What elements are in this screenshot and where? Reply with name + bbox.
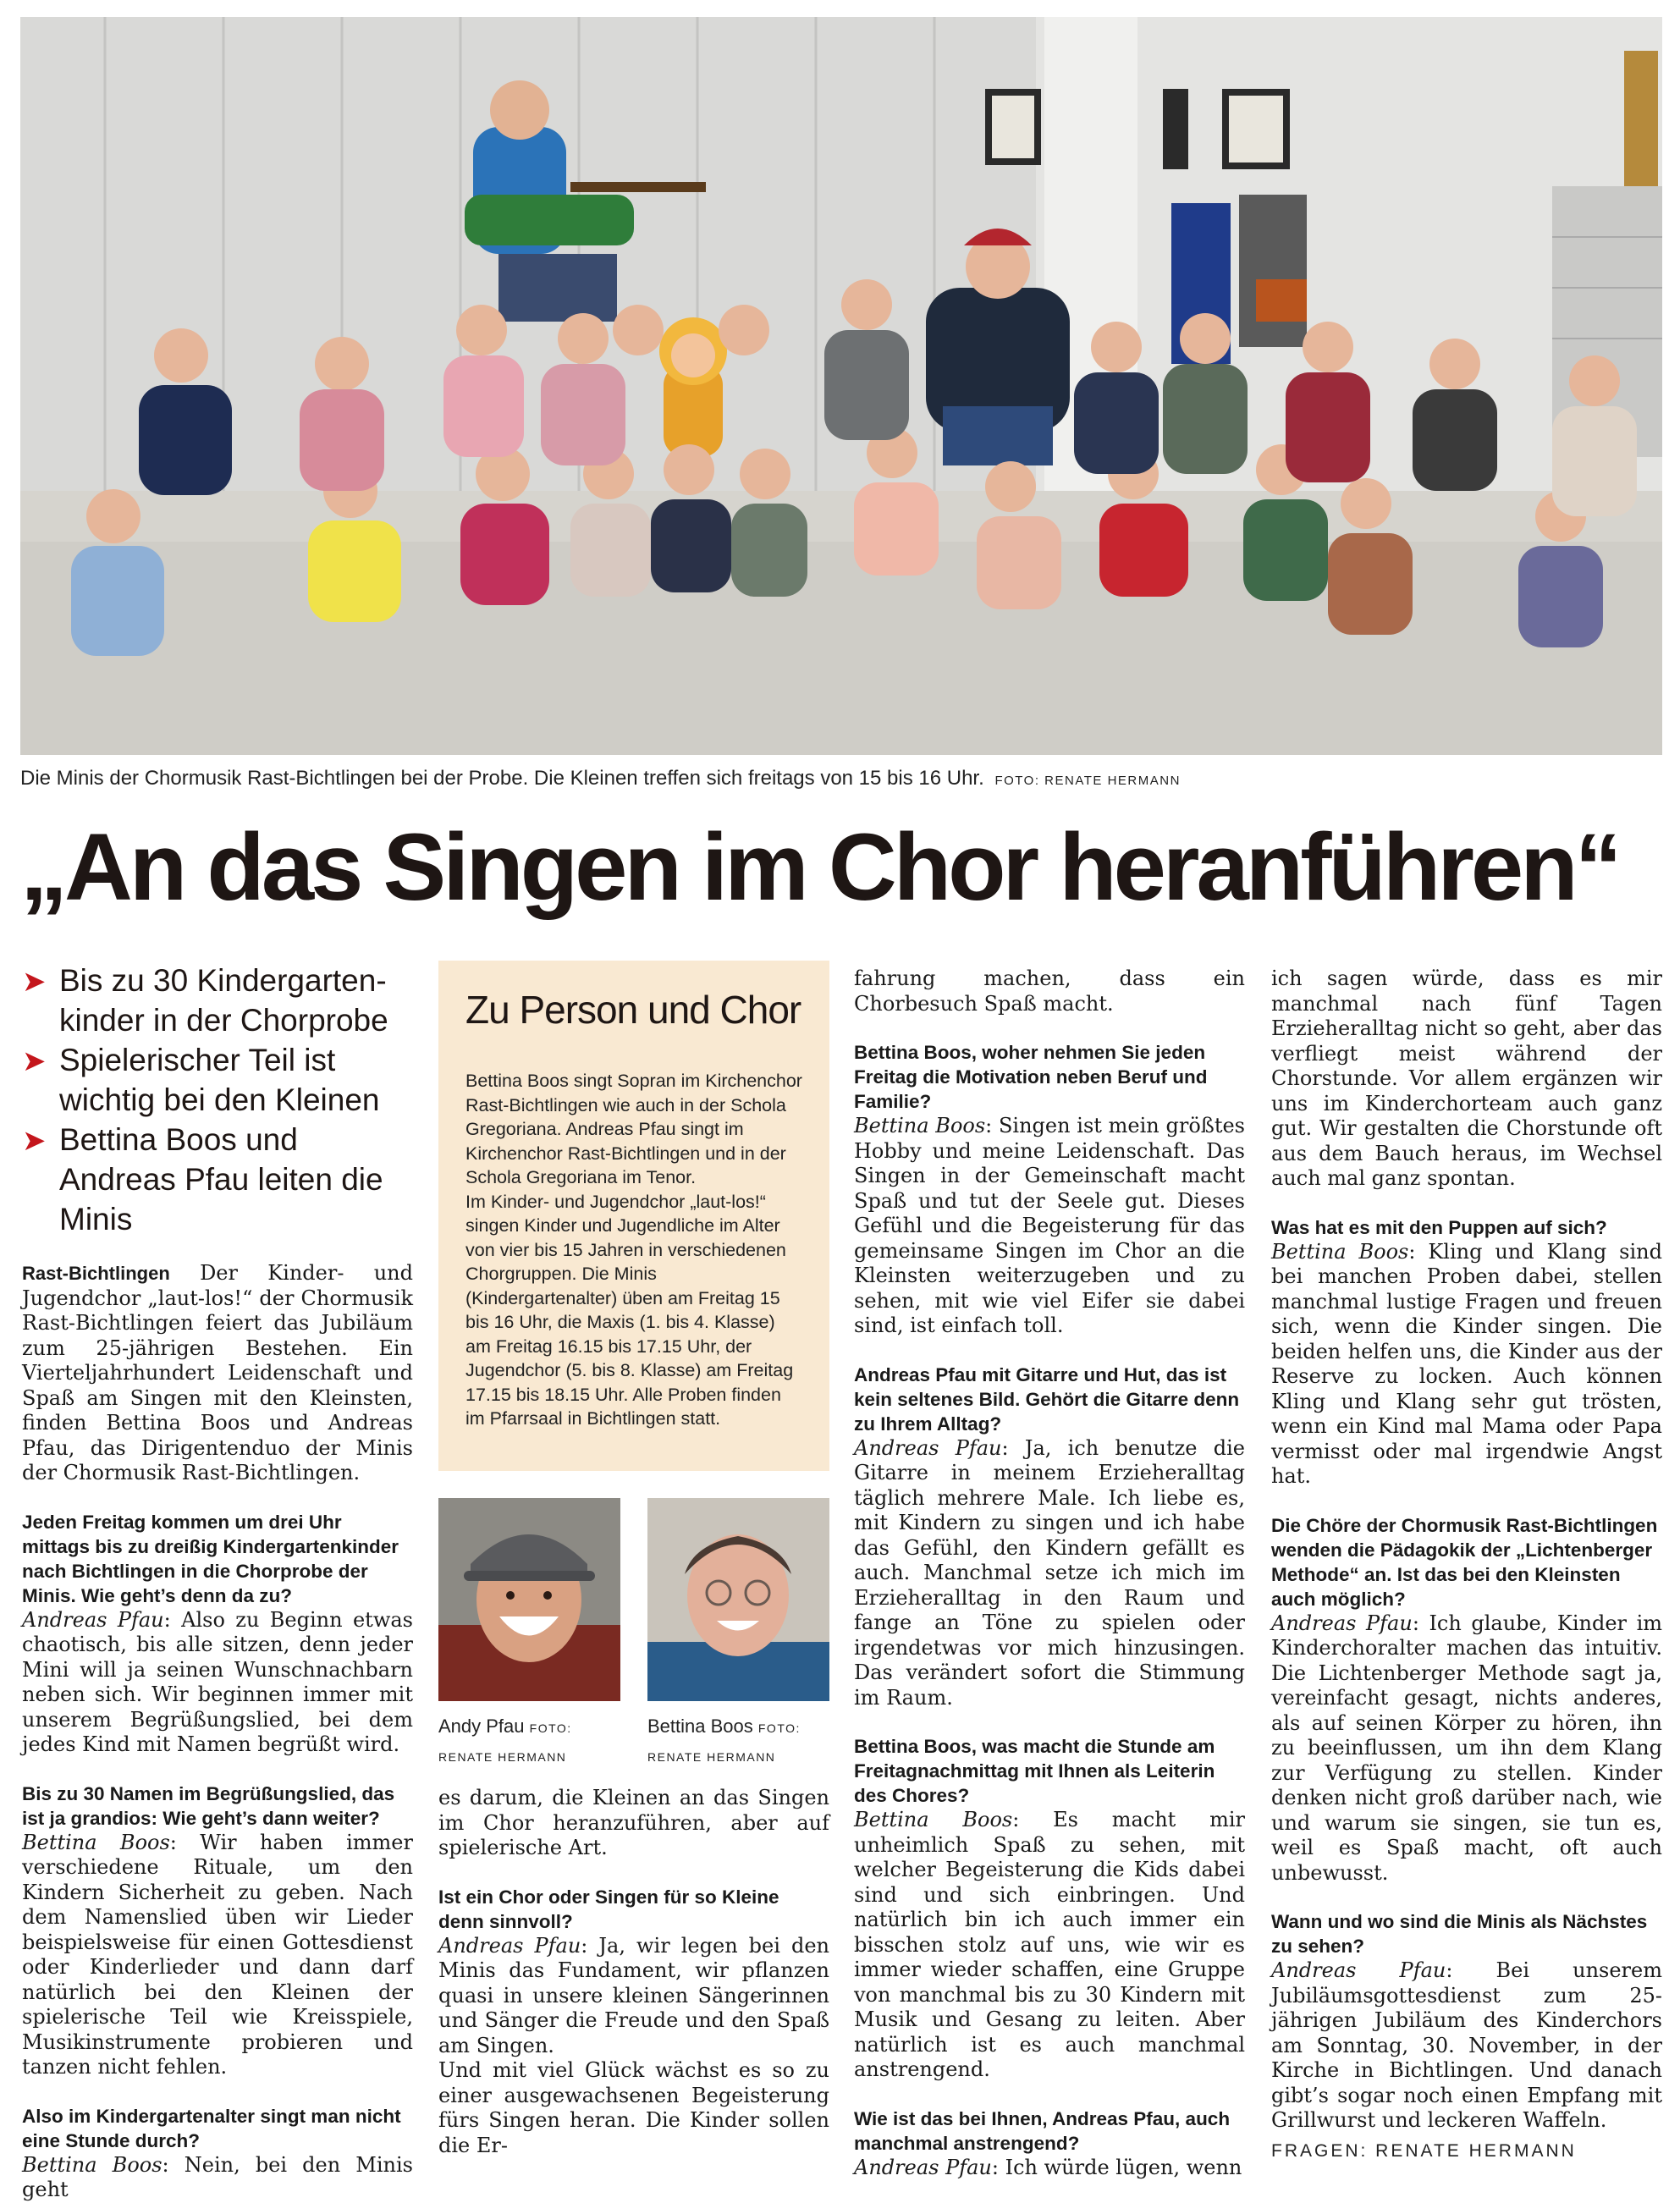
bullet-text: Spielerischer Teil ist wichtig bei den Kleinen — [59, 1043, 380, 1117]
photo-credit-label: FOTO: — [529, 1721, 572, 1735]
choir-photo-illustration — [20, 17, 1662, 755]
photo-credit: FOTO: RENATE HERMANN — [994, 774, 1181, 788]
bullet-text: Bettina Boos und Andreas Pfau leiten die Minis — [59, 1122, 383, 1236]
column-3 — [854, 967, 1245, 2180]
portrait-name: Bettina Boos — [647, 1716, 753, 1737]
info-box-paragraph: Bettina Boos singt Sopran im Kirchenchor Rast-Bichtlingen wie auch in der Schola Gregoriana. Andreas Pfau singt im Kirchenchor Rast-Bichtlingen und in der Schola Gregoriana im Tenor. — [465, 1071, 802, 1187]
photo-credit-name: RENATE HERMANN — [438, 1750, 567, 1764]
column-1 — [22, 961, 413, 2203]
main-photo — [20, 17, 1662, 755]
intro-text: Der Kinder- und Jugendchor „laut-los!“ der Chormusik Rast-Bichtlingen feiert das Jubiläum zum 25-jährigen Bestehen. Ein Vierteljahrhundert Leidenschaft und Spaß am Singen mit den Kleinsten, finden Bettina Boos und Andreas Pfau, das Dirigentenduo der Minis der Chormusik Rast-Bichtlingen. — [22, 1261, 413, 1484]
question: Was hat es mit den Puppen auf sich? — [1271, 1216, 1607, 1238]
bullet-text: Bis zu 30 Kindergarten-kinder in der Chorprobe — [59, 963, 388, 1038]
portrait-andy-pfau — [438, 1498, 620, 1701]
speaker: Bettina Boos — [854, 1114, 986, 1137]
speaker: Andreas Pfau — [854, 1435, 1002, 1460]
qa-block — [854, 1363, 1245, 1711]
qa-block — [438, 1885, 829, 2159]
portrait-name: Andy Pfau — [438, 1716, 525, 1737]
speaker: Andreas Pfau — [438, 1933, 581, 1958]
info-box-text — [465, 1069, 802, 1431]
question: Wann und wo sind die Minis als Nächstes zu sehen? — [1271, 1911, 1648, 1957]
qa-block — [1271, 1215, 1662, 1490]
qa-block — [854, 2107, 1245, 2181]
bullet-item — [22, 961, 413, 1040]
intro-paragraph — [22, 1261, 413, 1486]
photo-caption-text: Die Minis der Chormusik Rast-Bichtlingen bei der Probe. Die Kleinen treffen sich freitags von 15 bis 16 Uhr. — [20, 767, 984, 790]
answer: : Ich glaube, Kinder im Kinderchoralter machen das intuitiv. Die Lichtenberger Methode sagt ja, vereinfacht gesagt, nichts anderes, als auf seinen Körper zu hören, ihn zu beeinflussen, um ihn dem Klang zur Verfügung zu stellen. Kinder denken nicht groß darüber nach, wie und warum sie singen, sie tun es, weil es Spaß macht, oft auch unbewusst. — [1271, 1611, 1663, 1885]
bullet-item — [22, 1040, 413, 1120]
answer-continued: fahrung machen, dass ein Chorbesuch Spaß macht. — [854, 967, 1245, 1016]
answer-continued: ich sagen würde, dass es mir manchmal nach fünf Tagen Erzieheralltag nicht so geht, aber das verfliegt meist während der Chorstunde. Vor allem ergänzen wir uns im Kinderchorteam auch ganz gut. Wir gestalten die Chorstunde oft aus dem Bauch heraus, im Wechsel auch mal ganz spontan. — [1271, 967, 1662, 1190]
questioner-credit: FRAGEN: RENATE HERMANN — [1271, 2141, 1577, 2161]
info-box-paragraph: Im Kinder- und Jugendchor „laut-los!“ singen Kinder und Jugendliche im Alter von vier bis 15 Jahren in verschiedenen Chorgruppen. Die Minis (Kindergartenalter) üben am Freitag 15 bis 16 Uhr, die Maxis (1. bis 4. Klasse) am Freitag 16.15 bis 17.15 Uhr, der Jugendchor (5. bis 8. Klasse) am Freitag 17.15 bis 18.15 Uhr. Alle Proben finden im Pfarrsaal in Bichtlingen statt. — [465, 1191, 794, 1429]
answer: : Wir haben immer verschiedene Rituale, um den Kindern Sicherheit zu geben. Nach dem Namenslied üben wir Lieder beispielsweise für einen Gottesdienst oder Kinderlieder und dann darf natürlich bei den Kleinen der spielerische Teil wie Kreisspiele, Musikinstrumente probieren und tanzen nicht fehlen. — [22, 1830, 413, 2079]
qa-block — [22, 1782, 413, 2080]
question: Die Chöre der Chormusik Rast-Bichtlingen wenden die Pädagokik der „Lichtenberger Methode“ an. Ist das bei den Kleinsten auch möglich? — [1271, 1514, 1658, 1610]
arrow-icon: ➤ — [22, 966, 47, 998]
speaker: Andreas Pfau — [22, 1607, 164, 1632]
question: Wie ist das bei Ihnen, Andreas Pfau, auch manchmal anstrengend? — [854, 2107, 1231, 2154]
question: Bettina Boos, woher nehmen Sie jeden Freitag die Motivation neben Beruf und Familie? — [854, 1042, 1208, 1112]
portrait-caption — [647, 1713, 842, 1771]
column-4 — [1271, 967, 1662, 2157]
info-box-title: Zu Person und Chor — [465, 988, 801, 1032]
answer-continued: es darum, die Kleinen an das Singen im Chor heranzuführen, aber auf spielerische Art. — [438, 1786, 829, 1859]
answer: : Ja, ich benutze die Gitarre in meinem Erzieheralltag täglich mehrere Male. Ich liebe es, mit Kindern zu singen und ich habe das Gefühl, den Kindern gefällt es auch. Manchmal setze ich mich im Erzieheralltag in den Raum und fange an Töne zu spielen oder irgendetwas vor mich hinzusingen. Das verändert sofort die Stimmung im Raum. — [854, 1435, 1245, 1710]
arrow-icon: ➤ — [22, 1125, 47, 1157]
question: Also im Kindergartenalter singt man nicht eine Stunde durch? — [22, 2105, 401, 2151]
speaker: Andreas Pfau — [1271, 1958, 1446, 1982]
question: Andreas Pfau mit Gitarre und Hut, das ist kein seltenes Bild. Gehört die Gitarre denn zu Ihrem Alltag? — [854, 1363, 1240, 1435]
answer: : Es macht mir unheimlich Spaß zu sehen, mit welcher Begeisterung die Kids dabei sind und sich einbringen. Und natürlich bin ich auch immer ein bisschen stolz auf uns, wie wir es immer wieder schaffen, eine Gruppe von manchmal bis zu 30 Kindern mit Musik und Gesang zu leiten. Aber natürlich ist es auch manchmal anstrengend. — [854, 1808, 1245, 2081]
speaker: Andreas Pfau — [1271, 1611, 1413, 1635]
question: Ist ein Chor oder Singen für so Kleine denn sinnvoll? — [438, 1886, 779, 1932]
portrait-bettina-boos — [647, 1498, 829, 1701]
qa-block — [22, 2104, 413, 2203]
speaker: Bettina Boos — [22, 1830, 170, 1854]
photo-credit-label: FOTO: — [757, 1721, 801, 1735]
info-box — [438, 961, 829, 1471]
question: Bettina Boos, was macht die Stunde am Freitagnachmittag mit Ihnen als Leiterin des Chores? — [854, 1736, 1215, 1806]
speaker: Bettina Boos — [854, 1808, 1013, 1831]
answer: : Bei unserem Jubiläumsgottesdienst zum 25-jährigen Jubiläum des Kinderchors am Sonntag, 30. November, in der Kirche in Bichtlingen. Und danach gibt’s sogar noch einen Empfang mit Grillwurst und leckeren Waffeln. — [1271, 1958, 1662, 2132]
speaker: Andreas Pfau — [854, 2155, 992, 2179]
dateline: Rast-Bichtlingen — [22, 1263, 170, 1284]
portrait-image — [438, 1498, 620, 1701]
qa-block — [854, 1040, 1245, 1339]
answer: : Singen ist mein größtes Hobby und meine Leidenschaft. Das Singen in der Gemeinschaft macht Spaß und tut der Seele gut. Dieses Gefühl und die Begeisterung für das gemeinsame Singen im Chor an die Kleinsten weiterzugeben und zu sehen, mit wie viel Eifer sie dabei sind, ist einfach toll. — [854, 1114, 1245, 1337]
answer: : Kling und Klang sind bei manchen Proben dabei, stellen manchmal lustige Fragen und freuen sich, wenn die Kinder singen. Die beiden helfen uns, die Kinder aus der Reserve zu locken. Auch können Kling und Klang sehr gut trösten, wenn ein Kind mal Mama oder Papa vermisst oder mal irgendwie Angst hat. — [1271, 1239, 1662, 1488]
column-2 — [438, 1786, 829, 2158]
summary-bullets — [22, 961, 413, 1239]
qa-block — [1271, 1513, 1662, 1886]
answer: Und mit viel Glück wächst es so zu einer ausgewachsenen Begeisterung fürs Singen heran. Die Kinder sollen die Er- — [438, 2058, 829, 2157]
speaker: Bettina Boos — [22, 2152, 162, 2177]
qa-block — [854, 1734, 1245, 2083]
photo-credit-name: RENATE HERMANN — [647, 1750, 776, 1764]
portrait-caption — [438, 1713, 633, 1771]
photo-caption — [20, 767, 1662, 790]
qa-block — [22, 1510, 413, 1758]
question: Jeden Freitag kommen um drei Uhr mittags bis zu dreißig Kindergartenkinder nach Bichtlingen in die Chorprobe der Minis. Wie geht’s denn da zu? — [22, 1511, 399, 1606]
answer: : Nein, bei den Minis geht — [22, 2152, 414, 2201]
arrow-icon: ➤ — [22, 1045, 47, 1077]
question: Bis zu 30 Namen im Begrüßungslied, das ist ja grandios: Wie geht’s dann weiter? — [22, 1782, 395, 1829]
answer: : Also zu Beginn etwas chaotisch, bis alle sitzen, denn jeder Mini will ja seinen Wunschnachbarn neben sich. Wir beginnen immer mit unserem Begrüßungslied, bei dem jedes Kind mit Namen begrüßt wird. — [22, 1607, 413, 1756]
answer: : Ich würde lügen, wenn — [991, 2155, 1242, 2179]
portrait-image — [647, 1498, 829, 1701]
headline: „An das Singen im Chor heranführen“ — [20, 814, 1619, 920]
qa-block — [1271, 1909, 1662, 2134]
speaker: Bettina Boos — [1271, 1239, 1409, 1264]
bullet-item — [22, 1120, 413, 1239]
answer: : Ja, wir legen bei den Minis das Fundament, wir pflanzen quasi in unsere kleinen Sängerinnen und Sänger die Freude und den Spaß am Singen. — [438, 1933, 829, 2057]
